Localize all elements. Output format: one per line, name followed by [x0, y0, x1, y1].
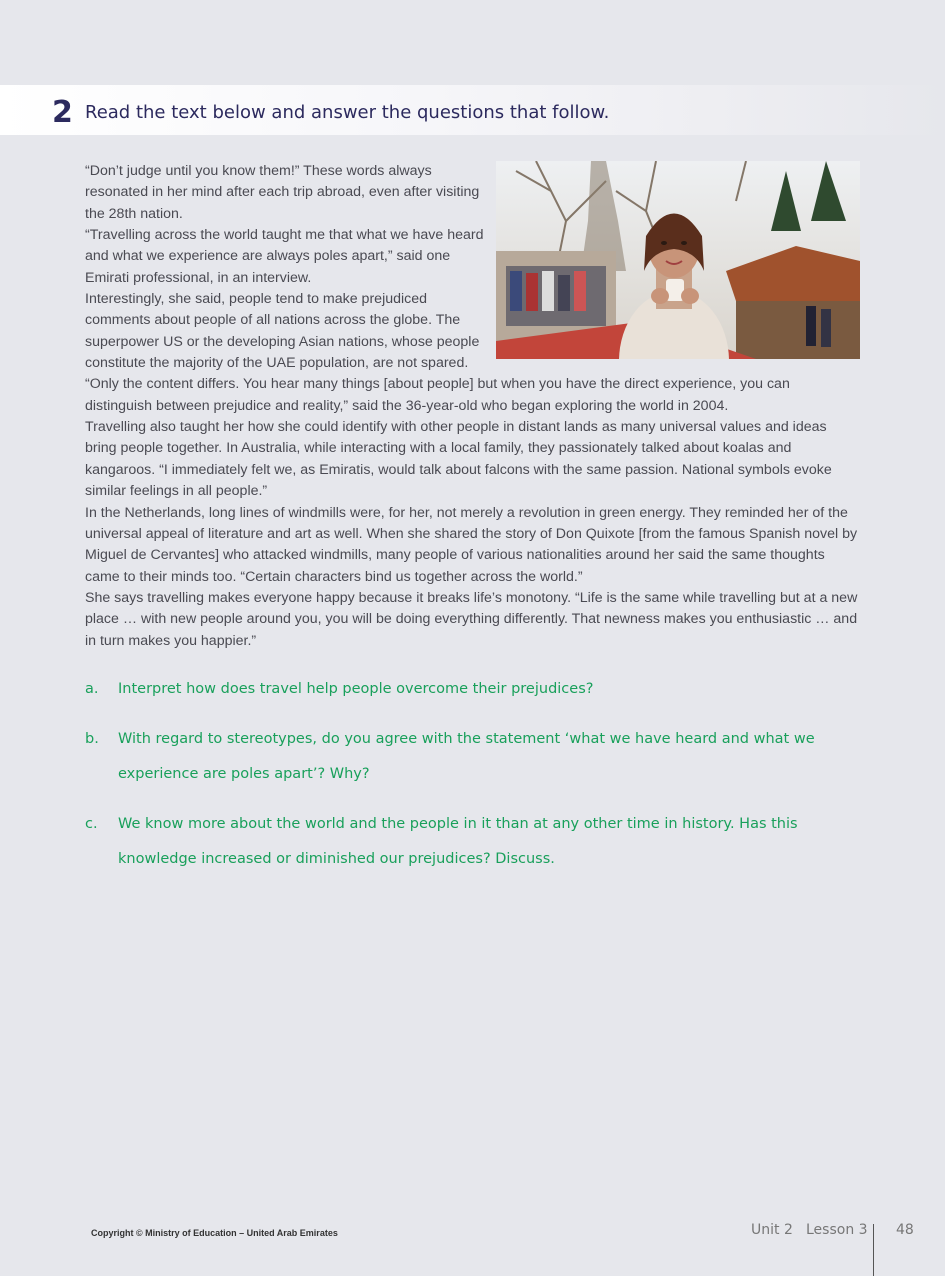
photo-spacer — [494, 161, 860, 361]
article-paragraph: Travelling also taught her how she could identify with other people in distant lands as many universal values and ideas bring people together. In Australia, while interacting with a local family, they passionately talked about koalas and kangaroos. “I immediately felt we, as Emiratis, would talk about falcons with the same passion. National symbols evoke similar feelings in all people.” — [85, 419, 832, 500]
question-text: With regard to stereotypes, do you agree with the statement ‘what we have heard and what we experience are poles apart’? Why? — [118, 730, 815, 782]
exercise-instruction: Read the text below and answer the questions that follow. — [85, 102, 610, 123]
article-paragraph: She says travelling makes everyone happy because it breaks life’s monotony. “Life is the same while travelling but at a new place … with new people around you, you will be doing everything differently. That newness makes you enthusiastic … and in turn makes you happier.” — [85, 589, 858, 649]
article-text — [85, 161, 860, 652]
page-number: 48 — [896, 1222, 914, 1238]
lesson-label: Lesson 3 — [806, 1222, 868, 1238]
question-text: Interpret how does travel help people overcome their prejudices? — [118, 681, 594, 697]
question-text: We know more about the world and the people in it than at any other time in history. Has this knowledge increased or diminished our prejudices? Discuss. — [118, 815, 798, 867]
unit-label: Unit 2 — [751, 1222, 793, 1238]
exercise-number: 2 — [52, 95, 73, 130]
question-label: a. — [85, 681, 99, 697]
article-paragraph: “Don’t judge until you know them!” These words always resonated in her mind after each trip abroad, even after visiting the 28th nation. — [85, 163, 480, 222]
article-paragraph: In the Netherlands, long lines of windmills were, for her, not merely a revolution in green energy. They reminded her of the universal appeal of literature and art as well. When she shared the story of Don Quixote [from the famous Spanish novel by Miguel de Cervantes] who attacked windmills, many people of various nationalities around her said the same thoughts came to their minds too. “Certain characters bind us together across the world.” — [85, 504, 858, 585]
article-paragraph: “Only the content differs. You hear many things [about people] but when you have the direct experience, you can distinguish between prejudice and reality,” said the 36-year-old who began exploring the world in 2004. — [85, 376, 790, 414]
question-label: c. — [85, 815, 98, 832]
question-list — [85, 672, 865, 892]
question-item — [85, 722, 865, 793]
copyright-notice: Copyright © Ministry of Education – United Arab Emirates — [91, 1228, 338, 1238]
question-item — [85, 672, 865, 708]
article-paragraph: Interestingly, she said, people tend to make prejudiced comments about people of all nations across the globe. The superpower US or the developing Asian nations, whose people constitute the majority of the UAE population, are not spared. — [85, 291, 480, 372]
question-label: b. — [85, 730, 99, 747]
article-paragraph: “Travelling across the world taught me that what we have heard and what we experience are always poles apart,” said one Emirati professional, in an interview. — [85, 227, 484, 286]
question-item — [85, 807, 865, 878]
footer-divider — [873, 1224, 874, 1276]
